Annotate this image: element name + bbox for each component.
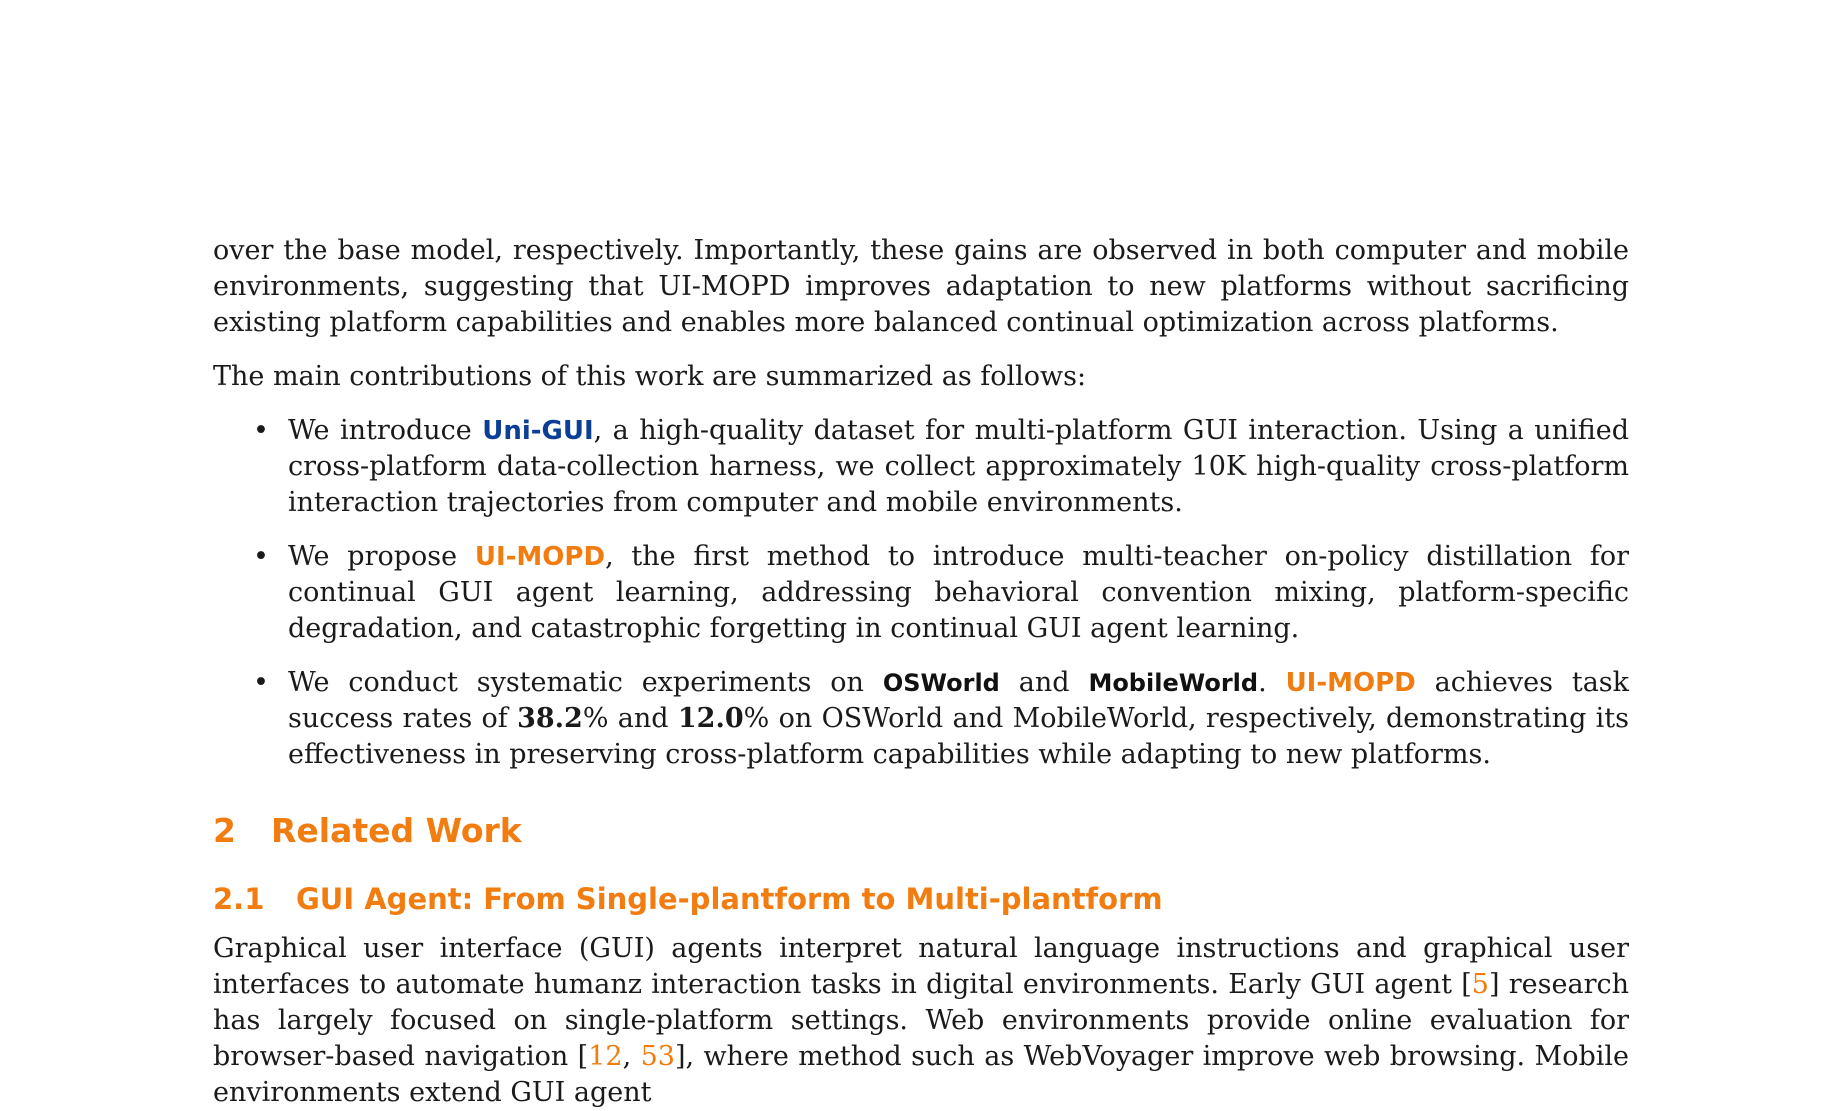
subsection-heading-gui-agent [213,881,1629,917]
continued-paragraph: over the base model, respectively. Importantly, these gains are observed in both computer and mobile environments, suggesting that UI-MOPD improves adaptation to new platforms without sacrificing existing platform capabilities and enables more balanced continual optimization across platforms. [213,235,1629,338]
contribution-text: % on OSWorld and MobileWorld, respectively, demonstrating its effectiveness in preserving cross-platform capabilities while adapting to new platforms. [288,703,1630,770]
benchmark-osworld: OSWorld [882,669,1000,697]
contribution-text: We introduce [288,415,483,446]
bullet-icon: • [253,415,269,446]
dataset-name: Uni-GUI [482,416,594,446]
section-title: Related Work [271,811,522,850]
contribution-item-method [213,539,1629,647]
bullet-icon: • [253,667,269,698]
bullet-icon: • [253,541,269,572]
section-number: 2 [213,811,236,850]
mobileworld-success-rate: 12.0 [677,703,744,734]
section-heading-related-work [213,811,1629,851]
citation-link[interactable]: 12 [588,1041,623,1072]
citation-link[interactable]: 5 [1471,969,1489,1000]
paper-body [213,233,1629,1111]
contribution-text: % and [582,703,678,734]
related-work-paragraph [213,931,1629,1111]
paragraph-text: Graphical user interface (GUI) agents interpret natural language instructions and graphical user interfaces to automate humanz interaction tasks in digital environments. Early GUI agent [ [213,933,1629,1000]
contributions-intro: The main contributions of this work are summarized as follows: [213,361,1087,392]
paragraph-text: ], where method such as WebVoyager improve web browsing. Mobile environments extend GUI agent [213,1041,1629,1108]
citation-link[interactable]: 53 [640,1041,675,1072]
contributions-list [213,413,1629,773]
osworld-success-rate: 38.2 [517,703,583,734]
contribution-item-experiments [213,665,1629,773]
contribution-text: , the first method to introduce multi-teacher on-policy distillation for continual GUI agent learning, addressing behavioral convention mixing, platform-specific degradation, and catastrophic forgetting in continual GUI agent learning. [288,541,1629,644]
contribution-text: We conduct systematic experiments on [288,667,883,698]
benchmark-mobileworld: MobileWorld [1088,669,1259,697]
contribution-item-dataset [213,413,1629,521]
citation-separator: , [622,1041,641,1072]
paragraph-text: ] research has largely focused on single-platform settings. Web environments provide online evaluation for browser-based navigation [ [213,969,1629,1072]
contribution-text: and [999,667,1089,698]
method-name: UI-MOPD [1285,668,1416,698]
contribution-text: achieves task success rates of [288,667,1630,734]
method-name: UI-MOPD [474,542,606,572]
subsection-number: 2.1 [213,882,265,916]
contribution-text: . [1258,667,1286,698]
contribution-text: , a high-quality dataset for multi-platform GUI interaction. Using a unified cross-platform data-collection harness, we collect approximately 10K high-quality cross-platform interaction trajectories from computer and mobile environments. [288,415,1629,518]
contribution-text: We propose [288,541,475,572]
subsection-title: GUI Agent: From Single-plantform to Multi-plantform [296,882,1163,916]
